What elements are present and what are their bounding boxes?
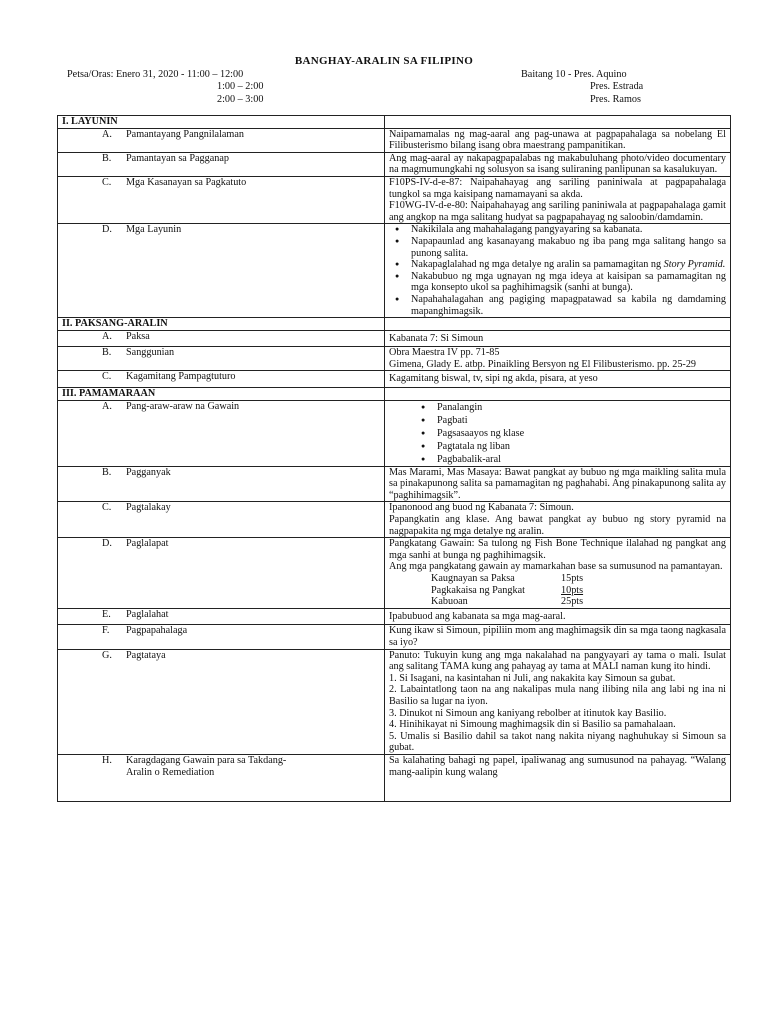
table-row	[58, 176, 731, 223]
row-content: Ang mag-aaral ay nakapagpapalabas ng makabuluhang photo/video documentary na magmumungkahi ng solusyon sa isang suliraning panlipunan sa kasalukuyan.	[385, 152, 731, 176]
table-row	[58, 625, 731, 649]
header-time-2: 1:00 – 2:00	[217, 81, 264, 93]
list-item: 5. Umalis si Basilio dahil sa takot nang nakita niyang naghuhukay si Simoun sa gubat.	[389, 730, 726, 754]
row-content: Naipamamalas ng mag-aaral ang pag-unawa at pagpapahalaga sa nobelang El Filibusterismo bilang isang obra maestrang pampanitikan.	[385, 128, 731, 152]
section-row-paksang-aralin	[58, 318, 731, 331]
row-label: A. Pang-araw-araw na Gawain	[58, 400, 385, 466]
empty-cell	[385, 388, 731, 401]
section-row-layunin	[58, 116, 731, 129]
row-label: A. Paksa	[58, 330, 385, 347]
row-content: Kabanata 7: Si Simoun	[385, 330, 731, 347]
score-row: Kabuoan 25pts	[431, 596, 584, 608]
list-item: ● Panalangin	[437, 401, 726, 414]
table-row	[58, 347, 731, 371]
document-title: BANGHAY-ARALIN SA FILIPINO	[294, 55, 474, 67]
table-row	[58, 466, 731, 502]
table-row	[58, 400, 731, 466]
header-section-2: Pres. Estrada	[590, 81, 644, 93]
list-item: ● Pagtatala ng liban	[437, 440, 726, 453]
routine-list	[389, 401, 726, 466]
list-item: 3. Dinukot ni Simoun ang kaniyang rebolber at itinutok kay Basilio.	[389, 707, 667, 719]
row-content: Kagamitang biswal, tv, sipi ng akda, pisara, at yeso	[385, 371, 731, 388]
list-item: ● Napapaunlad ang kasanayang makabuo ng iba pang mga salitang hango sa punong salita.	[411, 236, 726, 259]
list-item: ● Nakabubuo ng mga ugnayan ng mga ideya at kaisipan sa pamamagitan ng mga konsepto ukol sa paghihimagsik (sanhi at bunga).	[411, 271, 726, 294]
row-content: Ipanonood ang buod ng Kabanata 7: Simoun. Papangkatin ang klase. Ang bawat pangkat ay bubuo ng story pyramid na nagpapakita ng mga detalye ng aralin.	[385, 502, 731, 538]
header-grade-sections	[521, 69, 643, 106]
row-content: Ipabubuod ang kabanata sa mga mag-aaral.	[385, 608, 731, 625]
list-item: ● Nakapaglalahad ng mga detalye ng aralin sa pamamagitan ng Story Pyramid.	[411, 259, 726, 271]
section-title-layunin: I. LAYUNIN	[58, 116, 385, 129]
list-item: ● Nakikilala ang mahahalagang pangyayaring sa kabanata.	[411, 224, 726, 236]
objectives-list	[389, 224, 726, 317]
table-row	[58, 538, 731, 609]
table-row	[58, 502, 731, 538]
table-row	[58, 371, 731, 388]
empty-cell	[385, 116, 731, 129]
row-label: D. Paglalapat	[58, 538, 385, 609]
section-title-paksang-aralin: II. PAKSANG-ARALIN	[58, 318, 385, 331]
list-item: 4. Hinihikayat ni Simoung maghimagsik din si Basilio sa pamahalaan.	[389, 719, 676, 731]
row-content: Pangkatang Gawain: Sa tulong ng Fish Bone Technique ilalahad ng pangkat ang mga sanhi at bunga ng paghihimagsik. Ang mga pangkatang gawain ay mamarkahan base sa sumusunod na pamantayan. Kaugnayan sa Paksa 15pts Pagkakaisa ng Pangkat 10pts Kabuoan 25pts	[385, 538, 731, 609]
row-content: F10PS-IV-d-e-87: Naipahahayag ang sariling paniniwala at pagpapahalaga tungkol sa mga kaisipang namamayani sa akda. F10WG-IV-d-e-80: Naipahahayag ang sariling paniniwala at pagpapahalaga gamit ang angkop na mga salitang hudyat sa pagpapahayag ng saloobin/damdamin.	[385, 176, 731, 223]
table-row	[58, 330, 731, 347]
row-content: Kung ikaw si Simoun, pipiliin mom ang maghimagsik din sa mga taong nagkasala sa iyo?	[385, 625, 731, 649]
row-label: A. Pamantayang Pangnilalaman	[58, 128, 385, 152]
score-row: Pagkakaisa ng Pangkat 10pts	[431, 584, 584, 596]
table-row	[58, 649, 731, 754]
row-label: E. Paglalahat	[58, 608, 385, 625]
header-section-3: Pres. Ramos	[590, 93, 641, 105]
row-label: G. Pagtataya	[58, 649, 385, 754]
score-row: Kaugnayan sa Paksa 15pts	[431, 573, 584, 584]
row-label: B. Sanggunian	[58, 347, 385, 371]
table-row	[58, 128, 731, 152]
table-row	[58, 754, 731, 801]
row-content	[385, 400, 731, 466]
list-item: ● Pagsasaayos ng klase	[437, 427, 726, 440]
row-content: Sa kalahating bahagi ng papel, ipaliwanag ang sumusunod na pahayag. “Walang mang-aalipin kung walang	[385, 754, 731, 801]
row-label: B. Pagganyak	[58, 466, 385, 502]
row-content: Mas Marami, Mas Masaya: Bawat pangkat ay bubuo ng mga maikling salita mula sa pinakapunong salita sa pamamagitan ng paghahabi. Ang pinakapunong salita ay “paghihimagsik”.	[385, 466, 731, 502]
row-label: B. Pamantayan sa Pagganap	[58, 152, 385, 176]
header-time-3: 2:00 – 3:00	[217, 93, 264, 105]
list-item: ● Pagbabalik-aral	[437, 453, 726, 466]
table-row	[58, 608, 731, 625]
table-row	[58, 152, 731, 176]
section-title-pamamaraan: III. PAMAMARAAN	[58, 388, 385, 401]
list-item: ● Pagbati	[437, 414, 726, 427]
section-row-pamamaraan	[58, 388, 731, 401]
table-row	[58, 224, 731, 318]
row-content: Obra Maestra IV pp. 71-85 Gimena, Glady E. atbp. Pinaikling Bersyon ng El Filibusterismo. pp. 25-29	[385, 347, 731, 371]
list-item: 2. Labaintatlong taon na ang nakalipas mula nang ilibing nila ang labi ng ina ni Basilio sa lugar na iyon.	[389, 684, 726, 707]
row-label: C. Pagtalakay	[58, 502, 385, 538]
row-label: F. Pagpapahalaga	[58, 625, 385, 649]
header-date-line: Petsa/Oras: Enero 31, 2020 - 11:00 – 12:00	[67, 69, 244, 80]
empty-cell	[385, 318, 731, 331]
list-item: 1. Si Isagani, na kasintahan ni Juli, ang nakakita kay Simoun sa gubat.	[389, 672, 676, 684]
header-date-time	[67, 69, 263, 106]
list-item: ● Napahahalagahan ang pagiging mapagpatawad sa kabila ng damdaming mapanghimagsik.	[411, 294, 726, 317]
row-label: H. Karagdagang Gawain para sa Takdang- Aralin o Remediation	[58, 754, 385, 801]
row-label: D. Mga Layunin	[58, 224, 385, 318]
header-grade-line: Baitang 10 - Pres. Aquino	[521, 69, 627, 80]
row-content	[385, 224, 731, 318]
row-content: Panuto: Tukuyin kung ang mga nakalahad na pangyayari ay tama o mali. Isulat ang salitang TAMA kung ang pahayag ay tama at MALI naman kung ito hindi. 1. Si Isagani, na kasintahan ni Juli, ang nakakita kay Simoun sa gubat. 2. Labaintatlong taon na ang nakalipas mula nang ilibing nila ang labi ng ina ni Basilio sa lugar na iyon. 3. Dinukot ni Simoun ang kaniyang rebolber at itinutok kay Basilio. 4. Hinihikayat ni Simoung maghimagsik din si Basilio sa pamahalaan. 5. Umalis si Basilio dahil sa takot nang nakita niyang naghuhukay si Simoun sa gubat.	[385, 649, 731, 754]
lesson-plan-table	[57, 115, 731, 802]
row-label: C. Mga Kasanayan sa Pagkatuto	[58, 176, 385, 223]
row-label: C. Kagamitang Pampagtuturo	[58, 371, 385, 388]
